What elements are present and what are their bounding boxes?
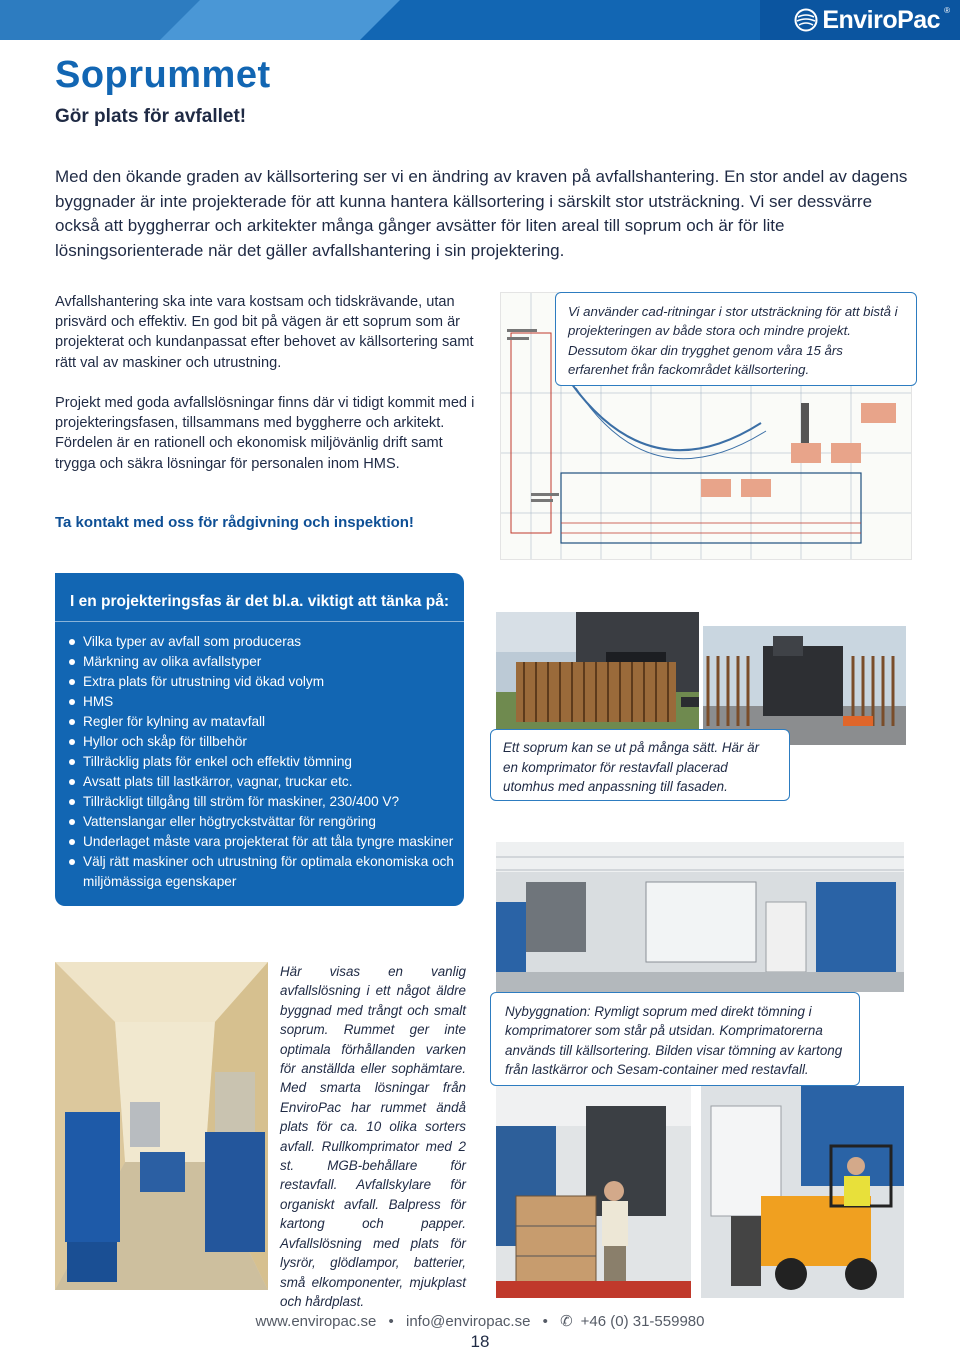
list-item: Regler för kylning av matavfall [69,712,459,732]
old-soprum-photo [55,962,268,1290]
newbuild-callout [490,992,860,1086]
phone-icon: ✆ [560,1313,573,1330]
checklist-title: I en projekteringsfas är det bl.a. viktigt att tänka på: [70,593,449,610]
checklist-divider [55,621,464,622]
compactor-gate-photo [703,626,906,745]
registered-mark: ® [944,6,950,15]
newbuild-callout-text: Nybyggnation: Rymligt soprum med direkt tömning i komprimatorer som står på utsidan. Komprimatorerna används till källsortering. Bilden visar tömning av kartong från lastkärror och Sesam-container med restavfall. [505,1004,843,1078]
list-item: Tillräckligt tillgång till ström för maskiner, 230/400 V? [69,792,459,812]
cardboard-worker-photo [496,1086,691,1298]
list-item: Tillräcklig plats för enkel och effektiv tömning [69,752,459,772]
list-item: Välj rätt maskiner och utrustning för optimala ekonomiska och miljömässiga egenskaper [69,852,459,892]
list-item: Hyllor och skåp för tillbehör [69,732,459,752]
cad-callout [555,292,917,386]
list-item: Underlaget måste vara projekterat för att tåla tyngre maskiner [69,832,459,852]
list-item: HMS [69,692,459,712]
new-soprum-photo [496,842,904,992]
outdoor-soprum-photo [496,612,699,730]
page-subtitle: Gör plats för avfallet! [55,106,247,127]
forklift-photo [701,1086,904,1298]
email-link[interactable]: info@enviropac.se [405,1313,531,1330]
body-paragraph-1: Avfallshantering ska inte vara kostsam och tidskrävande, utan prisvärd och effektiv. En god bit på vägen är ett soprum som är projekterat och kundanpassat efter behovet av källsortering samt rätt val av maskiner och utrustning. [55,294,474,371]
body-paragraph-2: Projekt med goda avfallslösningar finns där vi tidigt kommit med i projekteringsfasen, tillsammans med byggherre och arkitekt. Fördelen är en rationell och ekonomisk miljövänlig drift samt trygga och säkra lösningar för personalen inom HMS. [55,395,475,472]
cad-callout-text: Vi använder cad-ritningar i stor utsträckning för att bistå i projekteringen av både stora och mindre projekt. Dessutom ökar din trygghet genom våra 15 års erfarenhet från fackområdet källsortering. [568,304,898,378]
intro-paragraph: Med den ökande graden av källsortering ser vi en ändring av kraven på avfallshantering. En stor andel av dagens byggnader är inte projekterade för att kunna hantera källsortering i särskilt stor utsträckning. Vi ser dessvärre också att byggherrar och arkitekter många gånger avsätter för liten areal till soprum och är för lite lösningsorienterade när det gäller avfallshantering i sin projektering. [55,167,908,260]
website-link[interactable]: www.enviropac.se [255,1313,377,1330]
contact-cta: Ta kontakt med oss för rådgivning och inspektion! [55,514,414,531]
footer-separator: • [542,1313,548,1330]
list-item: Märkning av olika avfallstyper [69,652,459,672]
enviropac-logo [794,4,950,36]
list-item: Avsatt plats till lastkärror, vagnar, truckar etc. [69,772,459,792]
header-band [0,0,960,40]
list-item: Vilka typer av avfall som produceras [69,632,459,652]
outdoor-callout-text: Ett soprum kan se ut på många sätt. Här är en komprimator för restavfall placerad utomhus med anpassning till fasaden. [503,740,760,795]
old-room-caption: Här visas en vanlig avfallslösning i ett något äldre byggnad med trångt och smalt soprum. Rummet ger inte optimala förhållanden varken för anställda eller sophämtare. Med smarta lösningar från EnviroPac har rummet ändå plats för ca. 10 olika sorters avfall. Rullkomprimator med 2 st. MGB-behållare för restavfall. Avfallskylare för organiskt avfall. Balpress för kartong och papper. Avfallslösning med plats för lysrör, glödlampor, batterier, små elkomponenter, mjukplast och hårdplast. [280,964,466,1309]
checklist-list [69,632,459,892]
logo-text: EnviroPac [822,5,941,34]
page-title: Soprummet [55,54,271,96]
page-number: 18 [470,1332,490,1350]
outdoor-callout [490,729,790,801]
list-item: Extra plats för utrustning vid ökad volym [69,672,459,692]
footer-separator: • [388,1313,394,1330]
footer-contact [0,1312,960,1330]
list-item: Vattenslangar eller högtryckstvättar för rengöring [69,812,459,832]
checklist-box [55,573,464,906]
globe-icon [794,8,818,32]
phone-number: +46 (0) 31-559980 [580,1313,705,1330]
